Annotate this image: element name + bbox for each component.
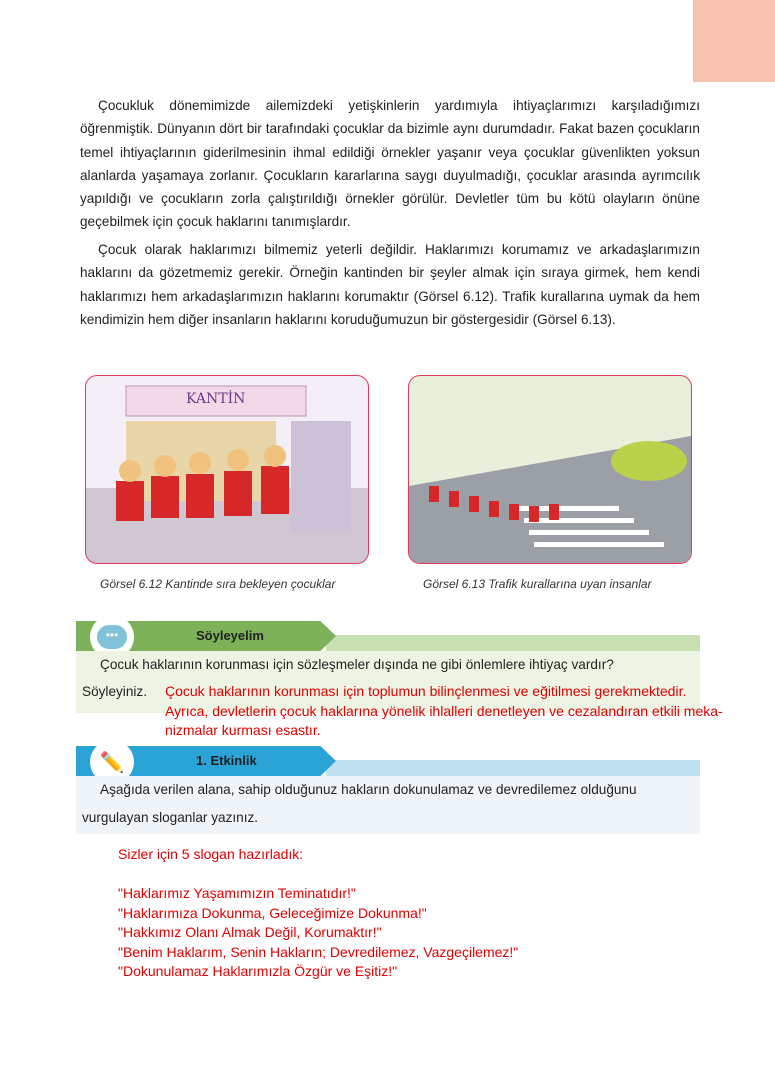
- speech-bubble-icon: •••: [90, 615, 134, 659]
- etkinlik-header: [76, 746, 700, 776]
- slogan-item: "Dokunulamaz Haklarımızla Özgür ve Eşitiz!": [118, 963, 398, 979]
- section-title: 1. Etkinlik: [196, 753, 257, 768]
- answer-line: nizmalar kurması esastır.: [165, 722, 321, 738]
- page-corner-tab: [693, 0, 775, 82]
- canteen-sign: KANTİN: [186, 391, 246, 407]
- slogan-item: "Hakkımız Olanı Almak Değil, Korumaktır!": [118, 924, 382, 940]
- traffic-illustration: [409, 376, 691, 563]
- slogan-item: "Haklarımıza Dokunma, Geleceğimize Dokunma!": [118, 904, 427, 921]
- answer-text: [165, 682, 723, 741]
- figure-caption: Görsel 6.13 Trafik kurallarına uyan insanlar: [423, 577, 652, 591]
- slogan-intro: Sizler için 5 slogan hazırladık:: [118, 846, 304, 862]
- slogan-item: "Haklarımız Yaşamımızın Teminatıdır!": [118, 885, 356, 901]
- activity-text: Aşağıda verilen alana, sahip olduğunuz hakların dokunulamaz ve devredilemez olduğunu vurgulayan sloganlar yazınız.: [82, 782, 637, 825]
- section-title: Söyleyelim: [196, 628, 264, 643]
- pencil-icon: ✏️: [90, 740, 134, 784]
- prompt-text: Söyleyiniz.: [82, 684, 147, 699]
- etkinlik-box: [76, 776, 700, 834]
- paragraph-text: Çocukluk dönemimizde ailemizdeki yetişkinlerin yardımıyla ihtiyaçlarımızı karşıladığımızı öğrenmiştik. Dünyanın dört bir tarafındaki çocuklar da bizimle aynı durumdadır. Fakat bazen çocukların temel ihtiyaçlarının giderilmesinin ihmal edildiği örnekler yaşanır veya çocuklar güvenlikten yoksun alanlarda yaşamaya zorlanır. Çocukların kararlarına saygı duyulmadığı, çocuklar arasında ayrımcılık yapıldığı ve çocukların zorla çalıştırıldığı örnekler görülür. Devletler tüm bu kötü olayların önüne geçebilmek için çocuk haklarını tanımışlardır.: [80, 98, 700, 230]
- figure-canteen: [85, 375, 369, 564]
- soyleyelim-header: [76, 621, 700, 651]
- answer-line: Ayrıca, devletlerin çocuk haklarına yönelik ihlalleri denetleyen ve cezalandıran etkili meka-: [165, 702, 723, 719]
- slogan-list: [118, 845, 518, 982]
- question-text: Çocuk haklarının korunması için sözleşmeler dışında ne gibi önlemlere ihtiyaç vardır?: [100, 657, 614, 672]
- figure-caption: Görsel 6.12 Kantinde sıra bekleyen çocuklar: [100, 577, 336, 591]
- slogan-item: "Benim Haklarım, Senin Hakların; Devredilemez, Vazgeçilemez!": [118, 943, 519, 960]
- intro-paragraph-2: [80, 238, 700, 331]
- paragraph-text: Çocuk olarak haklarımızı bilmemiz yeterli değildir. Haklarımızı korumamız ve arkadaşlarımızın haklarını da gözetmemiz gerekir. Örneğin kantinden bir şeyler almak için sıraya girmek, hem kendi haklarımızı hem arkadaşlarımızın haklarını korumaktır (Görsel 6.12). Trafik kurallarına uymak da hem kendimizin hem diğer insanların haklarını koruduğumuzun bir göstergesidir (Görsel 6.13).: [80, 242, 700, 327]
- intro-paragraph-1: [80, 94, 700, 234]
- answer-line: Çocuk haklarının korunması için toplumun bilinçlenmesi ve eğitilmesi gerekmektedir.: [165, 683, 687, 699]
- figure-traffic: [408, 375, 692, 564]
